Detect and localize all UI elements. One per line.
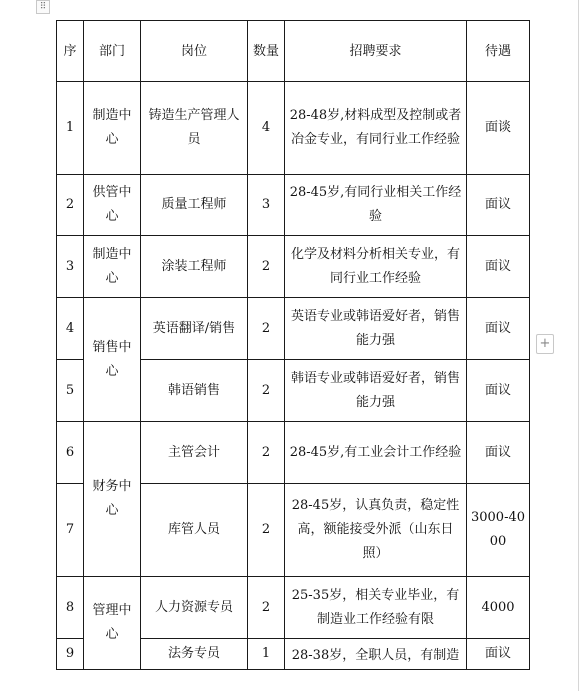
row-requirements: 化学及材料分析相关专业，有同行业工作经验: [285, 236, 467, 298]
row-seq: 3: [57, 236, 84, 298]
row-seq: 6: [57, 422, 84, 484]
row-position: 主管会计: [141, 422, 248, 484]
row-count: 2: [248, 422, 285, 484]
row-position: 英语翻译/销售: [141, 298, 248, 360]
table-row: [57, 236, 530, 298]
header-row: [57, 21, 530, 82]
row-pay: 面议: [467, 360, 530, 422]
row-seq: 8: [57, 577, 84, 639]
table-row: [57, 82, 530, 175]
row-position: 质量工程师: [141, 175, 248, 236]
row-seq: 1: [57, 82, 84, 175]
row-requirements: 28-48岁,材料成型及控制或者冶金专业，有同行业工作经验: [285, 82, 467, 175]
row-position: 人力资源专员: [141, 577, 248, 639]
header-pay: 待遇: [467, 21, 530, 82]
row-dept: 制造中心: [84, 236, 141, 298]
row-count: 2: [248, 298, 285, 360]
row-requirements: 韩语专业或韩语爱好者，销售能力强: [285, 360, 467, 422]
table-row: [57, 298, 530, 360]
row-position: 法务专员: [141, 639, 248, 670]
row-pay: 面议: [467, 639, 530, 670]
row-position: 库管人员: [141, 484, 248, 577]
row-pay: 面议: [467, 236, 530, 298]
row-count: 3: [248, 175, 285, 236]
row-pay: 面议: [467, 422, 530, 484]
row-requirements: 25-35岁，相关专业毕业，有制造业工作经验有限: [285, 577, 467, 639]
row-requirements: 英语专业或韩语爱好者，销售能力强: [285, 298, 467, 360]
row-position: 涂装工程师: [141, 236, 248, 298]
row-position: 铸造生产管理人员: [141, 82, 248, 175]
row-count: 2: [248, 236, 285, 298]
page-edge-divider: [578, 0, 579, 691]
row-count: 2: [248, 577, 285, 639]
row-dept: 管理中心: [84, 577, 141, 670]
row-seq: 2: [57, 175, 84, 236]
row-requirements: 28-45岁,有同行业相关工作经验: [285, 175, 467, 236]
row-seq: 7: [57, 484, 84, 577]
table-row: [57, 175, 530, 236]
header-seq: 序: [57, 21, 84, 82]
row-pay: 面谈: [467, 82, 530, 175]
recruitment-table: [56, 20, 530, 670]
row-requirements: [285, 639, 467, 670]
table-drag-handle-icon[interactable]: ⠿: [36, 0, 50, 14]
row-pay: 4000: [467, 577, 530, 639]
row-count: 1: [248, 639, 285, 670]
row-dept: 财务中心: [84, 422, 141, 577]
table-row: [57, 577, 530, 639]
row-requirements: 28-45岁，认真负责，稳定性高，额能接受外派（山东日照）: [285, 484, 467, 577]
table-row: [57, 422, 530, 484]
row-position: 韩语销售: [141, 360, 248, 422]
header-requirements: 招聘要求: [285, 21, 467, 82]
row-dept: 供管中心: [84, 175, 141, 236]
row-seq: 4: [57, 298, 84, 360]
row-seq: 5: [57, 360, 84, 422]
row-count: 2: [248, 484, 285, 577]
row-seq: 9: [57, 639, 84, 670]
row-count: 4: [248, 82, 285, 175]
header-dept: 部门: [84, 21, 141, 82]
row-dept: 销售中心: [84, 298, 141, 422]
row-pay: 面议: [467, 175, 530, 236]
row-requirements: 28-45岁,有工业会计工作经验: [285, 422, 467, 484]
row-pay: 3000-4000: [467, 484, 530, 577]
row-pay: 面议: [467, 298, 530, 360]
add-column-button[interactable]: +: [536, 334, 554, 354]
header-position: 岗位: [141, 21, 248, 82]
header-count: 数量: [248, 21, 285, 82]
row-requirements-text: 28-38岁，全职人员，有制造: [291, 647, 460, 663]
row-count: 2: [248, 360, 285, 422]
row-dept: 制造中心: [84, 82, 141, 175]
